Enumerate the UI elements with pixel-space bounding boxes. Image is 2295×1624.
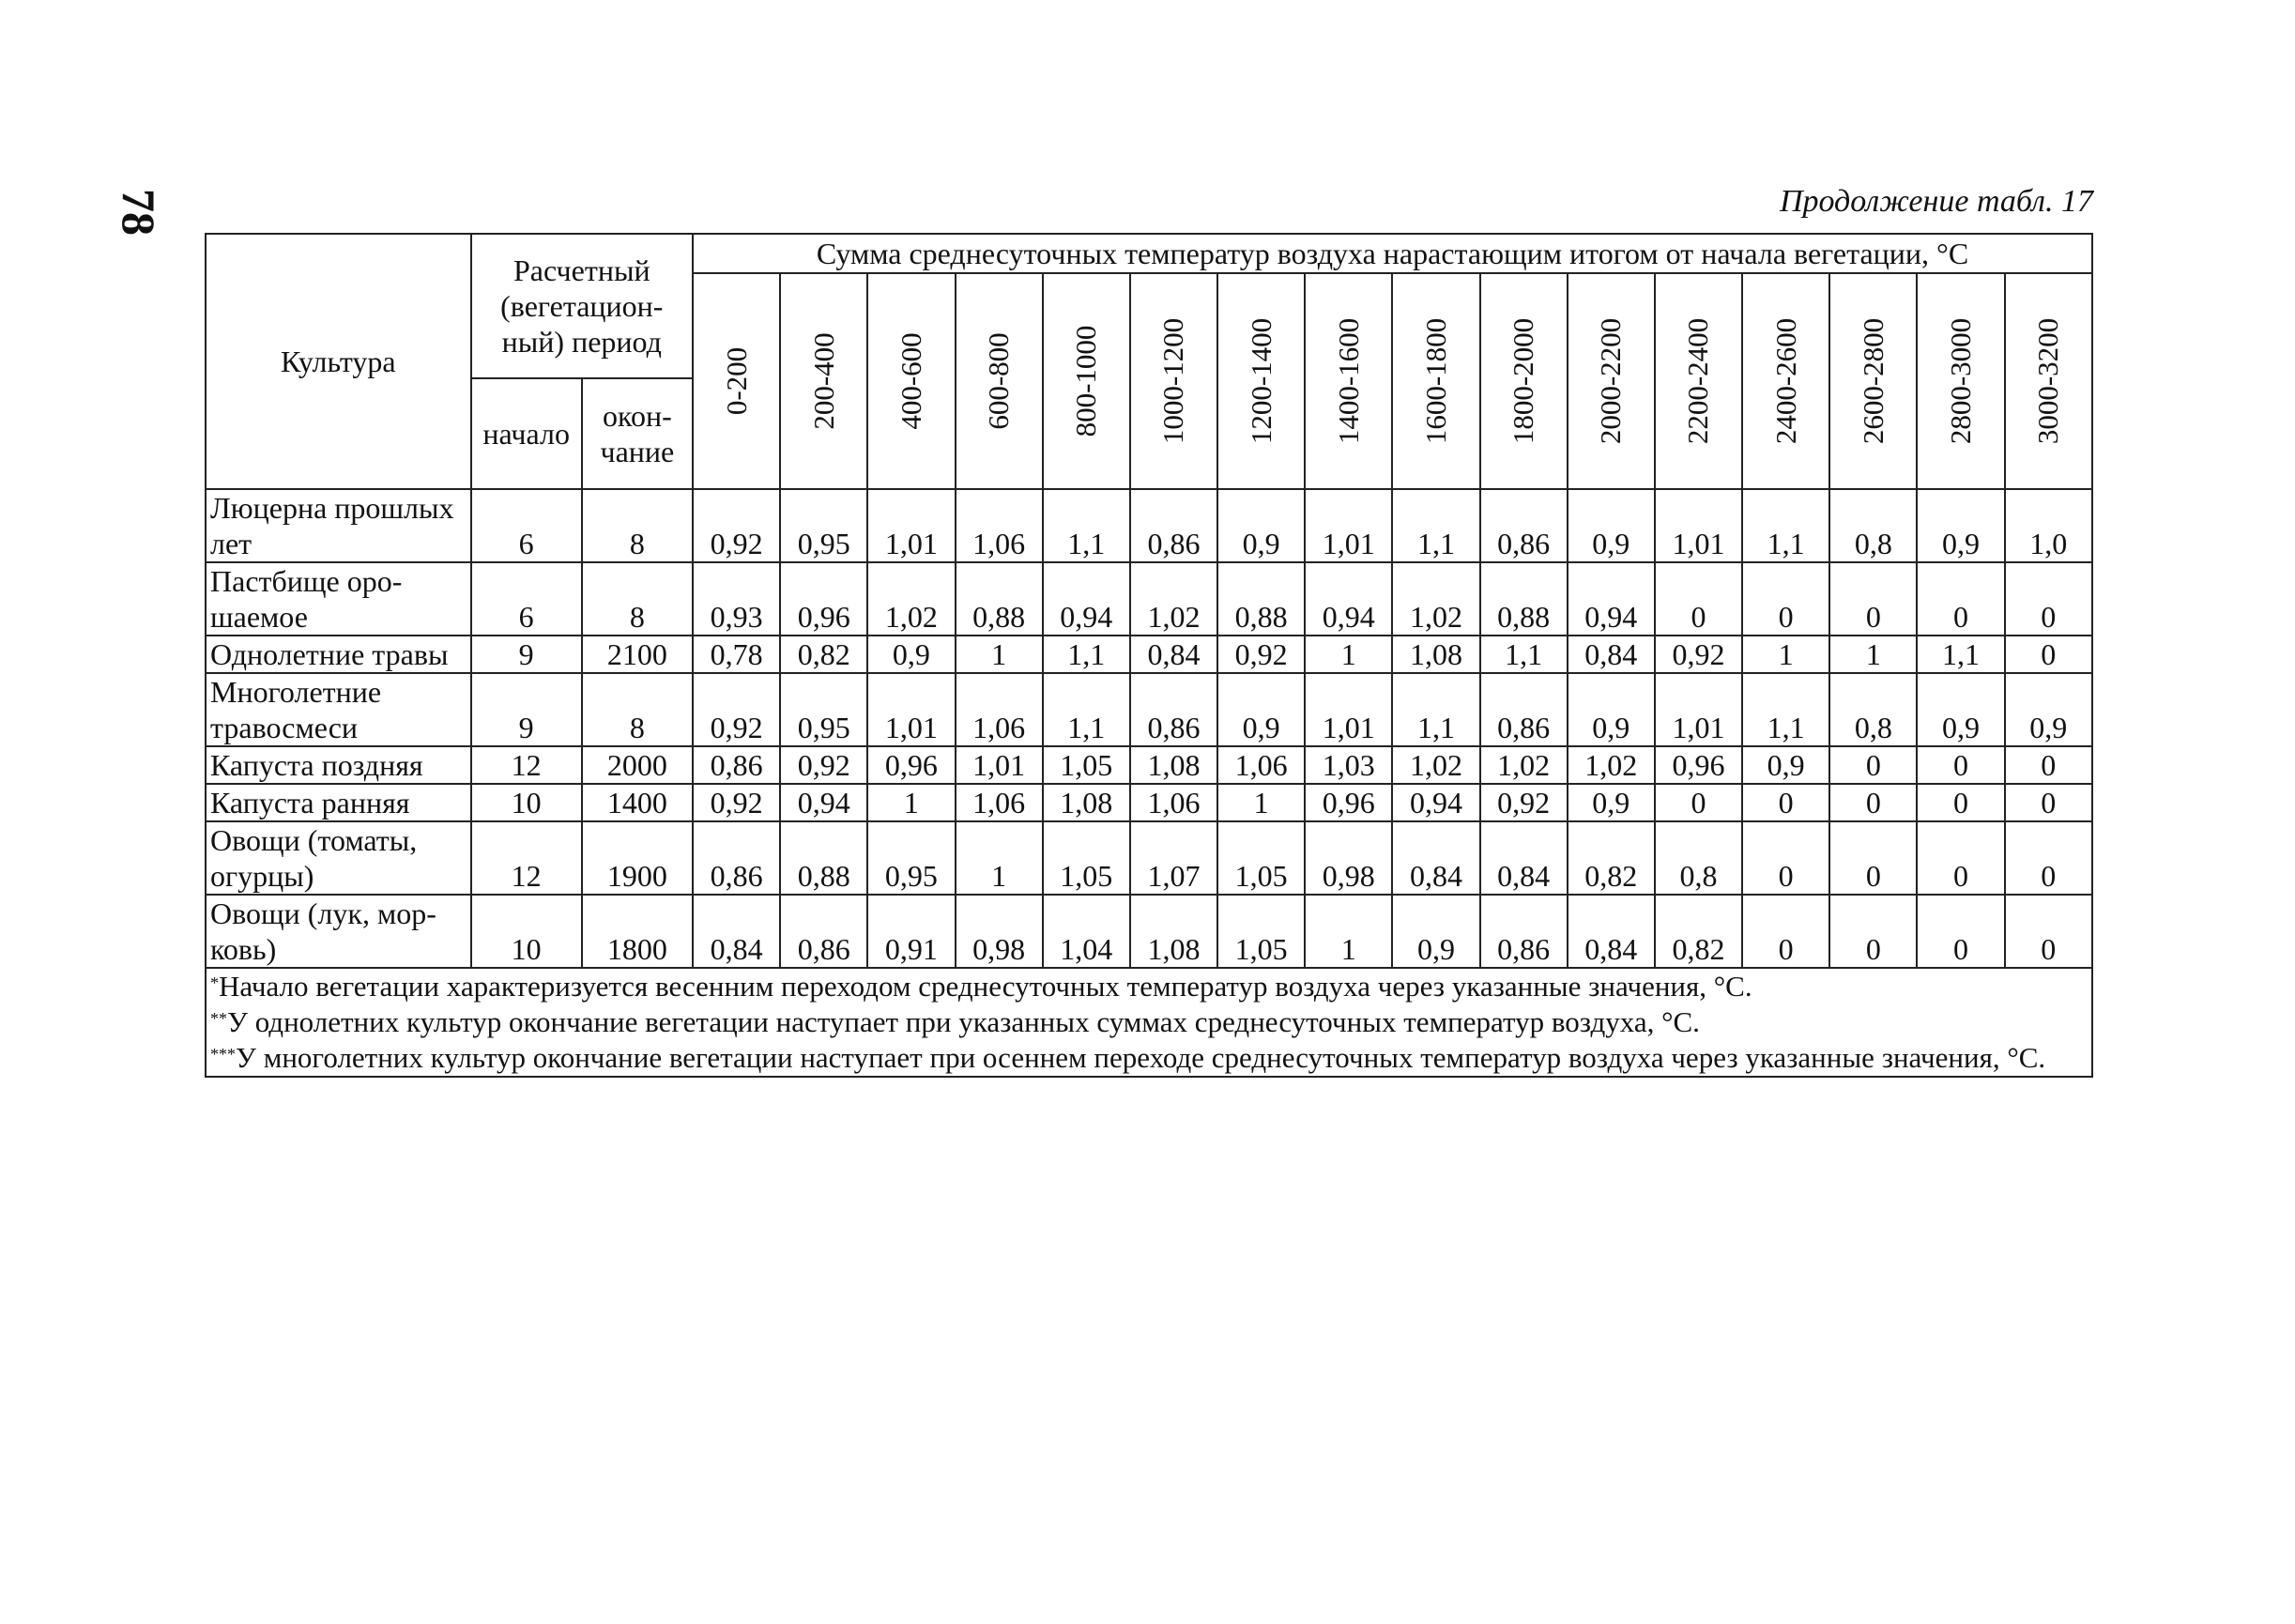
coefficient-cell: 1,01 <box>867 489 955 562</box>
coefficient-cell: 0,9 <box>1392 895 1479 968</box>
range-label: 1600-1800 <box>1418 317 1452 445</box>
coefficient-cell: 0 <box>1829 562 1917 636</box>
coefficient-cell: 0,86 <box>1130 489 1217 562</box>
table-row <box>206 489 2092 562</box>
coefficient-cell: 1,02 <box>1568 746 1655 784</box>
period-start: 9 <box>471 636 582 673</box>
range-header <box>1217 273 1305 489</box>
coefficient-cell: 1,02 <box>1130 562 1217 636</box>
table-caption: Продолжение табл. 17 <box>1779 184 2093 219</box>
coefficient-cell: 1,1 <box>1917 636 2004 673</box>
range-label: 800-1000 <box>1069 325 1103 437</box>
coefficient-cell: 0,9 <box>867 636 955 673</box>
coefficient-cell: 0 <box>1742 562 1829 636</box>
footnotes <box>206 968 2092 1077</box>
range-header <box>1043 273 1130 489</box>
coefficient-cell: 0 <box>2005 562 2092 636</box>
coefficient-cell: 1 <box>1305 636 1392 673</box>
coefficient-cell: 1,06 <box>1217 746 1305 784</box>
coefficient-cell: 0,88 <box>956 562 1043 636</box>
crop-name: Капуста поздняя <box>206 746 471 784</box>
coefficient-cell: 0,9 <box>1217 673 1305 746</box>
period-end: 1900 <box>582 821 693 895</box>
coefficient-cell: 0,9 <box>1742 746 1829 784</box>
table-row <box>206 784 2092 821</box>
period-start: 10 <box>471 895 582 968</box>
coefficient-cell: 0 <box>1917 821 2004 895</box>
range-label: 2000-2200 <box>1594 317 1628 445</box>
coefficient-cell: 0,9 <box>1917 489 2004 562</box>
coefficient-cell: 0,92 <box>693 489 780 562</box>
coefficient-cell: 0 <box>1917 784 2004 821</box>
header-culture: Культура <box>206 234 471 489</box>
range-header <box>867 273 955 489</box>
coefficient-cell: 1,0 <box>2005 489 2092 562</box>
footnote-3: ***У многолетних культур окончание вегетации наступает при осеннем переходе среднесуточных температур воздуха через указанные значения, °С. <box>210 1041 2046 1074</box>
range-header <box>1829 273 1917 489</box>
coefficient-cell: 0 <box>2005 821 2092 895</box>
range-label: 2600-2800 <box>1856 317 1890 445</box>
coefficient-cell: 1,06 <box>956 489 1043 562</box>
crop-name: Овощи (лук, мор-ковь) <box>206 895 471 968</box>
coefficient-cell: 0 <box>1917 746 2004 784</box>
coefficient-cell: 1 <box>1742 636 1829 673</box>
coefficient-cell: 0 <box>1742 784 1829 821</box>
coefficient-cell: 0 <box>1829 746 1917 784</box>
coefficient-cell: 0,84 <box>1568 636 1655 673</box>
coefficient-cell: 1 <box>956 821 1043 895</box>
range-label: 2800-3000 <box>1943 317 1977 445</box>
crop-name: Пастбище оро-шаемое <box>206 562 471 636</box>
range-header <box>780 273 867 489</box>
coefficient-cell: 0,94 <box>1568 562 1655 636</box>
coefficient-cell: 1 <box>1305 895 1392 968</box>
coefficient-cell: 0,8 <box>1655 821 1742 895</box>
crop-coefficient-table <box>205 233 2093 1078</box>
coefficient-cell: 0,84 <box>693 895 780 968</box>
table-row <box>206 636 2092 673</box>
page-number: 78 <box>113 189 165 236</box>
coefficient-cell: 0 <box>2005 636 2092 673</box>
period-start: 9 <box>471 673 582 746</box>
coefficient-cell: 0,9 <box>1217 489 1305 562</box>
coefficient-cell: 1,05 <box>1217 895 1305 968</box>
coefficient-cell: 0,88 <box>1217 562 1305 636</box>
range-label: 600-800 <box>982 332 1016 430</box>
period-end: 8 <box>582 673 693 746</box>
coefficient-cell: 1,08 <box>1130 746 1217 784</box>
coefficient-cell: 1,01 <box>1655 489 1742 562</box>
coefficient-cell: 1,1 <box>1043 673 1130 746</box>
range-label: 1800-2000 <box>1507 317 1540 445</box>
coefficient-cell: 0,95 <box>780 489 867 562</box>
coefficient-cell: 1 <box>1217 784 1305 821</box>
period-start: 6 <box>471 489 582 562</box>
coefficient-cell: 1,02 <box>1480 746 1568 784</box>
coefficient-cell: 1,06 <box>1130 784 1217 821</box>
range-header <box>1917 273 2004 489</box>
coefficient-cell: 1,1 <box>1043 489 1130 562</box>
coefficient-cell: 1,1 <box>1043 636 1130 673</box>
coefficient-cell: 0,78 <box>693 636 780 673</box>
range-label: 1200-1400 <box>1244 317 1278 445</box>
coefficient-cell: 0 <box>1742 895 1829 968</box>
coefficient-cell: 1,1 <box>1392 489 1479 562</box>
coefficient-cell: 1,1 <box>1392 673 1479 746</box>
coefficient-cell: 0,9 <box>1917 673 2004 746</box>
coefficient-cell: 0,94 <box>1043 562 1130 636</box>
header-start: начало <box>471 378 582 489</box>
crop-name: Однолетние травы <box>206 636 471 673</box>
coefficient-cell: 1,1 <box>1742 673 1829 746</box>
coefficient-cell: 0,92 <box>1655 636 1742 673</box>
coefficient-cell: 0,94 <box>1392 784 1479 821</box>
coefficient-cell: 0 <box>1917 562 2004 636</box>
period-end: 2100 <box>582 636 693 673</box>
range-label: 2400-2600 <box>1768 317 1802 445</box>
coefficient-cell: 0 <box>1829 784 1917 821</box>
coefficient-cell: 1,05 <box>1217 821 1305 895</box>
coefficient-cell: 0,88 <box>780 821 867 895</box>
period-end: 1800 <box>582 895 693 968</box>
coefficient-cell: 1 <box>867 784 955 821</box>
period-end: 1400 <box>582 784 693 821</box>
coefficient-cell: 0 <box>1917 895 2004 968</box>
footnote-1: *Начало вегетации характеризуется весенним переходом среднесуточных температур воздуха через указанные значения, °С. <box>210 970 1752 1003</box>
coefficient-cell: 0,88 <box>1480 562 1568 636</box>
coefficient-cell: 1,1 <box>1742 489 1829 562</box>
table-row <box>206 895 2092 968</box>
range-header <box>1130 273 1217 489</box>
coefficient-cell: 0 <box>1655 562 1742 636</box>
coefficient-cell: 0,86 <box>1480 895 1568 968</box>
range-label: 1000-1200 <box>1156 317 1190 445</box>
coefficient-cell: 1,02 <box>867 562 955 636</box>
coefficient-cell: 0,86 <box>1130 673 1217 746</box>
period-start: 12 <box>471 746 582 784</box>
coefficient-cell: 1,01 <box>956 746 1043 784</box>
coefficient-cell: 0,82 <box>1568 821 1655 895</box>
footnote-2: **У однолетних культур окончание вегетации наступает при указанных суммах среднесуточных температур воздуха, °С. <box>210 1005 1700 1038</box>
coefficient-cell: 0 <box>1742 821 1829 895</box>
header-end: окон-чание <box>582 378 693 489</box>
range-header <box>693 273 780 489</box>
period-start: 12 <box>471 821 582 895</box>
coefficient-cell: 0,9 <box>1568 784 1655 821</box>
range-label: 200-400 <box>806 332 840 430</box>
coefficient-cell: 1,06 <box>956 784 1043 821</box>
coefficient-cell: 1,01 <box>1655 673 1742 746</box>
coefficient-cell: 0 <box>2005 895 2092 968</box>
coefficient-cell: 1,08 <box>1392 636 1479 673</box>
coefficient-cell: 0,92 <box>1480 784 1568 821</box>
range-header <box>1655 273 1742 489</box>
coefficient-cell: 1,01 <box>1305 489 1392 562</box>
coefficient-cell: 1,02 <box>1392 562 1479 636</box>
coefficient-cell: 0 <box>1829 821 1917 895</box>
range-label: 1400-1600 <box>1331 317 1365 445</box>
coefficient-cell: 1,05 <box>1043 821 1130 895</box>
coefficient-cell: 1 <box>956 636 1043 673</box>
coefficient-cell: 0,98 <box>1305 821 1392 895</box>
range-header <box>1305 273 1392 489</box>
coefficient-cell: 0,84 <box>1392 821 1479 895</box>
coefficient-cell: 0,91 <box>867 895 955 968</box>
coefficient-cell: 0,96 <box>1305 784 1392 821</box>
coefficient-cell: 0,8 <box>1829 673 1917 746</box>
coefficient-cell: 0,8 <box>1829 489 1917 562</box>
period-end: 8 <box>582 489 693 562</box>
coefficient-cell: 0,9 <box>2005 673 2092 746</box>
coefficient-cell: 0 <box>1829 895 1917 968</box>
coefficient-cell: 1,08 <box>1130 895 1217 968</box>
coefficient-cell: 0,86 <box>1480 673 1568 746</box>
period-end: 8 <box>582 562 693 636</box>
coefficient-cell: 1,01 <box>1305 673 1392 746</box>
coefficient-cell: 0,96 <box>1655 746 1742 784</box>
coefficient-cell: 1,02 <box>1392 746 1479 784</box>
coefficient-cell: 0 <box>1655 784 1742 821</box>
coefficient-cell: 0,84 <box>1480 821 1568 895</box>
header-period: Расчетный (вегетацион-ный) период <box>471 234 693 378</box>
coefficient-cell: 0,82 <box>780 636 867 673</box>
coefficient-cell: 0,92 <box>780 746 867 784</box>
coefficient-cell: 0,86 <box>1480 489 1568 562</box>
coefficient-cell: 1,06 <box>956 673 1043 746</box>
coefficient-cell: 0,95 <box>780 673 867 746</box>
coefficient-cell: 0,92 <box>693 673 780 746</box>
coefficient-cell: 1,05 <box>1043 746 1130 784</box>
crop-name: Люцерна прошлых лет <box>206 489 471 562</box>
range-label: 2200-2400 <box>1681 317 1715 445</box>
coefficient-cell: 0,94 <box>780 784 867 821</box>
coefficient-cell: 1,03 <box>1305 746 1392 784</box>
coefficient-cell: 1,08 <box>1043 784 1130 821</box>
range-header <box>1392 273 1479 489</box>
range-label: 3000-3200 <box>2031 317 2065 445</box>
range-header <box>2005 273 2092 489</box>
coefficient-cell: 0,82 <box>1655 895 1742 968</box>
coefficient-cell: 1,01 <box>867 673 955 746</box>
coefficient-cell: 0,84 <box>1130 636 1217 673</box>
coefficient-cell: 0,86 <box>780 895 867 968</box>
period-end: 2000 <box>582 746 693 784</box>
coefficient-cell: 1,1 <box>1480 636 1568 673</box>
range-header <box>1742 273 1829 489</box>
range-header <box>1568 273 1655 489</box>
period-start: 6 <box>471 562 582 636</box>
coefficient-cell: 0,96 <box>780 562 867 636</box>
range-label: 0-200 <box>719 346 753 416</box>
range-header <box>956 273 1043 489</box>
coefficient-cell: 1,07 <box>1130 821 1217 895</box>
table-row <box>206 562 2092 636</box>
coefficient-cell: 0,94 <box>1305 562 1392 636</box>
coefficient-cell: 0,92 <box>1217 636 1305 673</box>
coefficient-cell: 0,96 <box>867 746 955 784</box>
coefficient-cell: 0,84 <box>1568 895 1655 968</box>
range-label: 400-600 <box>894 332 927 430</box>
range-header <box>1480 273 1568 489</box>
header-temperature-sum: Сумма среднесуточных температур воздуха нарастающим итогом от начала вегетации, °С <box>693 234 2092 273</box>
table-row <box>206 746 2092 784</box>
coefficient-cell: 1 <box>1829 636 1917 673</box>
coefficient-cell: 0,86 <box>693 821 780 895</box>
coefficient-cell: 0,9 <box>1568 489 1655 562</box>
coefficient-cell: 0 <box>2005 746 2092 784</box>
crop-name: Капуста ранняя <box>206 784 471 821</box>
coefficient-cell: 0 <box>2005 784 2092 821</box>
coefficient-cell: 0,86 <box>693 746 780 784</box>
coefficient-cell: 0,93 <box>693 562 780 636</box>
crop-name: Овощи (томаты, огурцы) <box>206 821 471 895</box>
table-row <box>206 673 2092 746</box>
crop-name: Многолетние травосмеси <box>206 673 471 746</box>
coefficient-cell: 0,95 <box>867 821 955 895</box>
coefficient-cell: 0,98 <box>956 895 1043 968</box>
coefficient-cell: 0,9 <box>1568 673 1655 746</box>
coefficient-cell: 0,92 <box>693 784 780 821</box>
period-start: 10 <box>471 784 582 821</box>
coefficient-cell: 1,04 <box>1043 895 1130 968</box>
table-row <box>206 821 2092 895</box>
